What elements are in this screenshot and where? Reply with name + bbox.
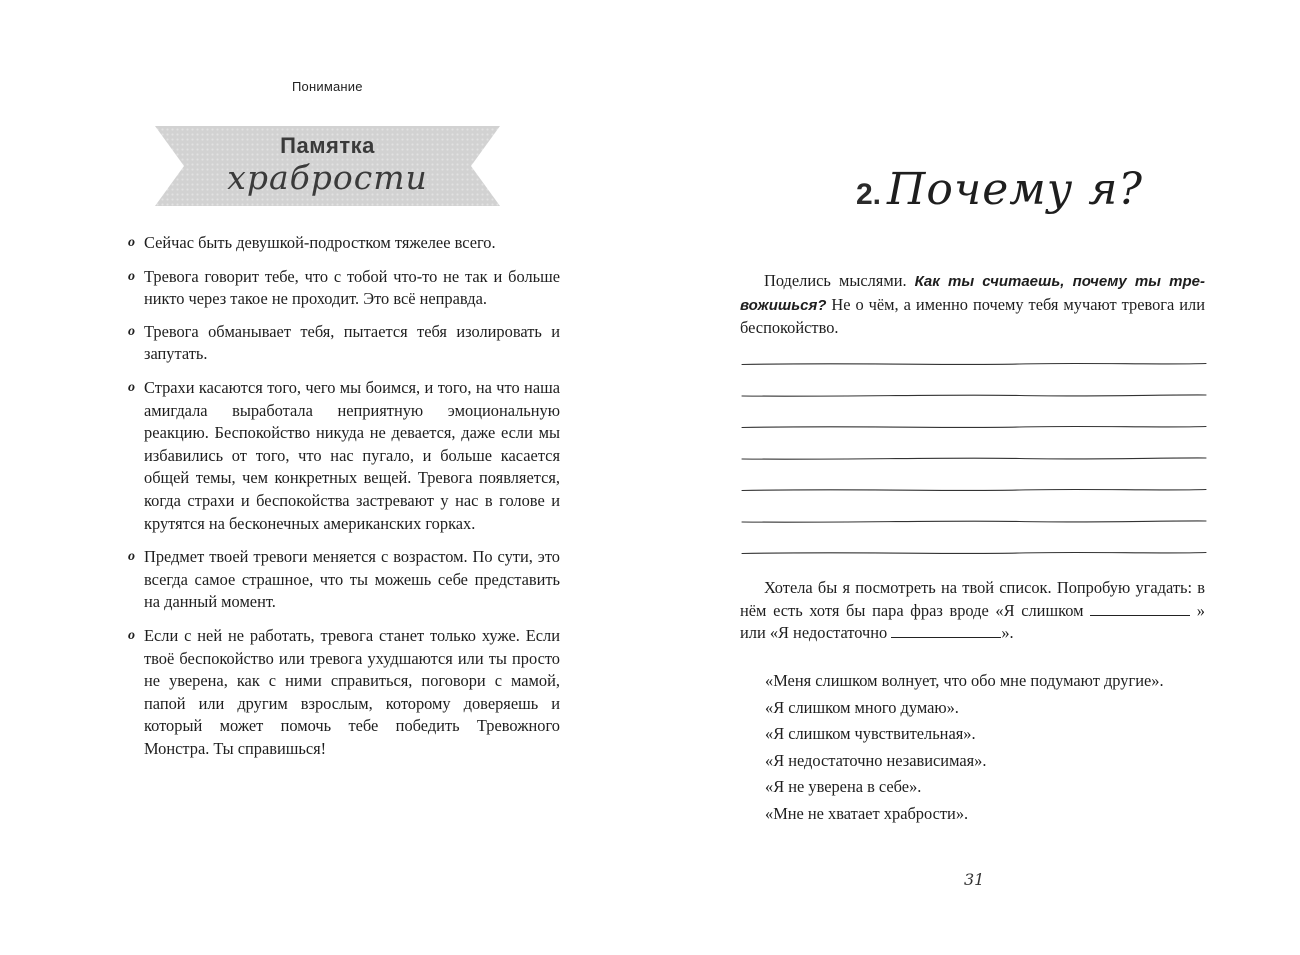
writing-line [742, 489, 1206, 490]
banner-title: Памятка [280, 133, 375, 158]
bullet-marker: o [128, 627, 135, 643]
bullet-item [128, 377, 560, 535]
writing-line [742, 395, 1206, 396]
bullet-item [128, 625, 560, 761]
chapter-number: 2. [856, 178, 882, 211]
bullet-marker: o [128, 268, 135, 284]
example-quotes [765, 668, 1164, 827]
quote-item: «Я слишком чувствительная». [765, 724, 976, 743]
bullet-text: Сейчас быть девушкой-подростком тяжелее всего. [144, 233, 496, 252]
writing-lines [740, 350, 1210, 560]
writing-line [742, 552, 1206, 553]
guess-text-start: Хотела бы я посмотреть на твой список. Попробую угадать: в нём есть хотя бы пара фраз вроде «Я слишком [740, 578, 1205, 620]
ribbon-banner [155, 122, 500, 210]
writing-line [742, 458, 1206, 459]
quote-item: «Я не уверена в себе». [765, 777, 922, 796]
prompt-rest: Не о чём, а именно почему тебя мучают тревога или беспокойство. [740, 294, 1205, 338]
chapter-name: Почему я? [887, 164, 1144, 215]
right-page [650, 0, 1300, 955]
writing-prompt [740, 270, 1205, 340]
writing-line [742, 426, 1206, 427]
fill-in-blank [1090, 601, 1190, 616]
bullet-item [128, 321, 560, 366]
guess-paragraph [740, 577, 1205, 645]
banner-script-title: храбрости [227, 158, 428, 197]
guess-text-middle: » или «Я недостаточно [740, 600, 1206, 643]
prompt-lead: Поделись мыслями. [764, 271, 915, 290]
quote-item: «Мне не хватает храбрости». [765, 803, 969, 823]
bullet-text: Тревога говорит тебе, что с тобой что-то не так и больше никто через такое не проходит. Это всё неправда. [144, 266, 560, 309]
writing-line [742, 363, 1206, 364]
bullet-text: Если с ней не работать, тревога станет только хуже. Если твоё беспокойство или тревога ухудшаются или ты просто не уверена, как с ними справиться, поговори с мамой, папой или другим взрослым, которому доверяешь и который может помочь тебе победить Тревожного Монстра. Ты справишься! [144, 625, 560, 758]
chapter-title [856, 164, 1176, 215]
prompt-question: Как ты считаешь, почему ты тревожишься? [740, 273, 1205, 314]
bullet-marker: o [128, 549, 135, 565]
bullet-marker: o [128, 235, 135, 250]
quote-item: «Меня слишком волнует, что обо мне подумают другие». [765, 671, 1164, 690]
quote-item: «Я недостаточно независимая». [765, 750, 987, 770]
bullet-item [128, 546, 560, 614]
bullet-text: Страхи касаются того, чего мы боимся, и того, на что наша амигдала выработала неприятную эмоциональную реакцию. Беспокойство никуда не девается, даже если мы избавились от того, что нас пугало, и больше касается общей темы, чем конкретных вещей. Тревога появляется, когда страхи и беспокойства застревают у нас в голове и крутятся на бесконечных американских горках. [144, 377, 560, 533]
bullet-item [128, 266, 560, 311]
quote-item: «Я слишком много думаю». [765, 697, 959, 717]
page-number: 31 [964, 870, 985, 889]
running-head: Понимание [292, 79, 363, 94]
bullet-marker: o [128, 379, 135, 395]
bullet-text: Тревога обманывает тебя, пытается тебя изолировать и запутать. [144, 321, 560, 364]
fill-in-blank [891, 623, 1001, 638]
bullet-list [128, 232, 560, 771]
handwriting-lines [740, 350, 1210, 560]
bullet-item [128, 232, 560, 255]
bullet-text: Предмет твоей тревоги меняется с возрастом. По сути, это всегда самое страшное, что ты можешь себе представить на данный момент. [144, 547, 560, 612]
bullet-marker: o [128, 323, 135, 339]
guess-text-end: ». [1001, 623, 1014, 643]
writing-line [742, 521, 1206, 522]
